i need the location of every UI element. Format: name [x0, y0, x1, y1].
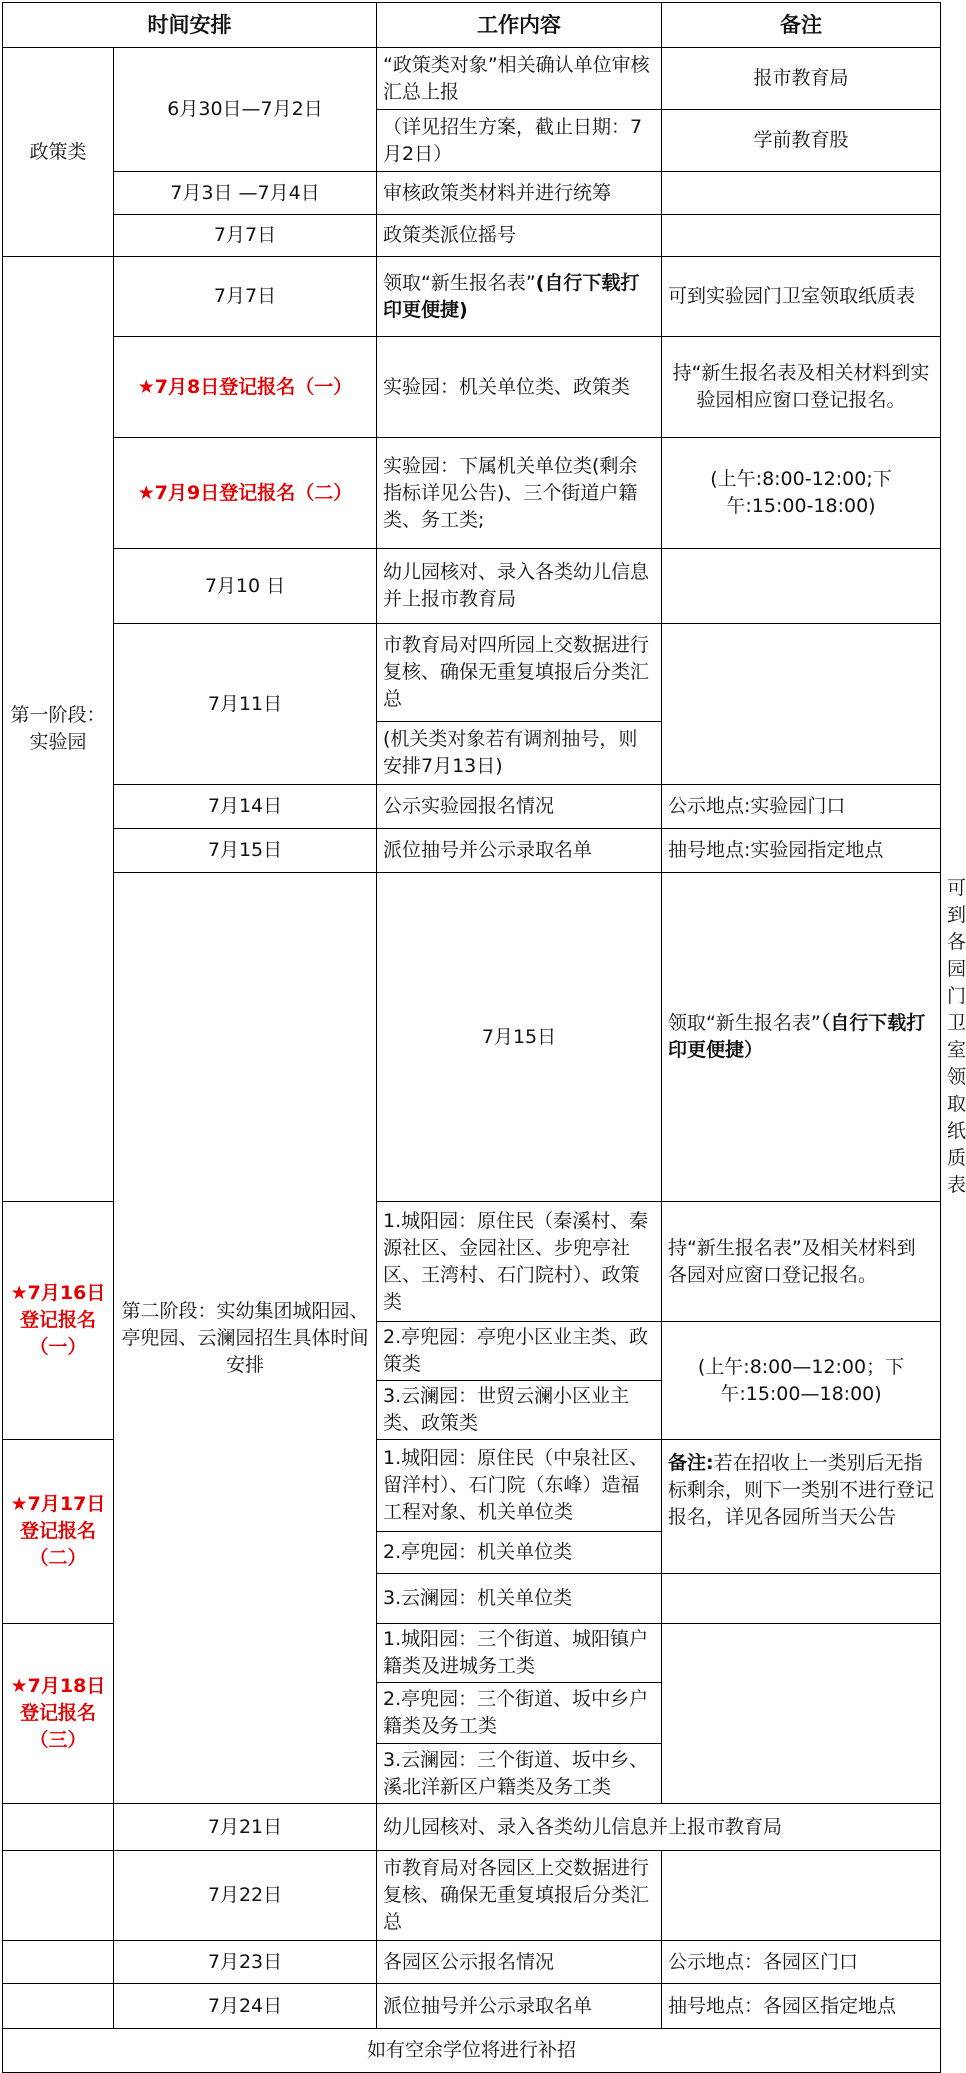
table-row [3, 829, 941, 873]
note-cell: 公示地点：各园区门口 [662, 1941, 941, 1984]
content-cell: （详见招生方案，截止日期：7月2日） [377, 110, 662, 172]
content-cell: 派位抽号并公示录取名单 [377, 829, 662, 873]
stage-cell [3, 1984, 114, 2029]
content-cell: 派位抽号并公示录取名单 [377, 1984, 662, 2029]
schedule-table [2, 2, 966, 2073]
note-cell: 可到实验园门卫室领取纸质表 [662, 257, 941, 337]
table-row [3, 785, 941, 829]
content-cell: 1.城阳园：三个街道、城阳镇户籍类及进城务工类 [377, 1624, 662, 1683]
note-cell: 持“新生报名表”及相关材料到各园对应窗口登记报名。 [662, 1202, 941, 1322]
date-cell: 7月14日 [114, 785, 377, 829]
note-cell: 报市教育局 [662, 48, 941, 110]
content-cell [662, 873, 941, 1202]
table-row [3, 438, 941, 549]
content-bold: (自行下载打印更便捷) [383, 271, 640, 321]
note-cell [662, 549, 941, 624]
date-cell: ★7月9日登记报名（二） [114, 438, 377, 549]
content-cell: 1.城阳园：原住民（中泉社区、留洋村）、石门院（东峰）造福工程对象、机关单位类 [377, 1440, 662, 1532]
table-row [3, 1851, 941, 1941]
date-cell: ★7月16日登记报名 （一） [3, 1202, 114, 1440]
table-row [3, 172, 941, 215]
stage-cell [3, 1851, 114, 1941]
content-cell: 3.云澜园：三个街道、坂中乡、溪北洋新区户籍类及务工类 [377, 1744, 662, 1804]
content-cell: 各园区公示报名情况 [377, 1941, 662, 1984]
content-cell: 实验园：机关单位类、政策类 [377, 337, 662, 438]
content-cell: 幼儿园核对、录入各类幼儿信息并上报市教育局 [377, 1804, 941, 1851]
stage-two: 第二阶段：实幼集团城阳园、亭兜园、云澜园招生具体时间安排 [114, 873, 377, 1804]
table-row [3, 549, 941, 624]
date-cell: 7月10 日 [114, 549, 377, 624]
content-plain: 领取“新生报名表” [668, 1012, 821, 1034]
note-cell [662, 1574, 941, 1624]
table-row [3, 337, 941, 438]
table-row [3, 48, 941, 110]
note-cell [662, 1851, 941, 1941]
table-row [3, 215, 941, 257]
stage-one: 第一阶段：实验园 [3, 257, 114, 1202]
date-cell: 7月15日 [114, 829, 377, 873]
table-row [3, 2029, 941, 2073]
table-row [3, 1941, 941, 1984]
note-cell [662, 624, 941, 785]
content-cell: 1.城阳园：原住民（秦溪村、秦源社区、金园社区、步兜亭社区、王湾村、石门院村）、政策类 [377, 1202, 662, 1322]
date-cell: 7月11日 [114, 624, 377, 785]
header-content: 工作内容 [377, 3, 662, 48]
content-cell: 政策类派位摇号 [377, 215, 662, 257]
header-row [3, 3, 941, 48]
note-cell: 学前教育股 [662, 110, 941, 172]
note-cell: (上午:8:00—12:00；下午:15:00—18:00) [662, 1322, 941, 1440]
content-cell: 实验园：下属机关单位类(剩余指标详见公告)、三个街道户籍类、务工类; [377, 438, 662, 549]
content-cell: 幼儿园核对、录入各类幼儿信息并上报市教育局 [377, 549, 662, 624]
stage-cell [3, 1804, 114, 1851]
date-cell: 7月24日 [114, 1984, 377, 2029]
table-row: 第二阶段：实幼集团城阳园、亭兜园、云澜园招生具体时间安排 7月15日 领取“新生报名表”（自行下载打印更便捷） 可到各园门卫室领取纸质表 [3, 873, 941, 1202]
note-cell [662, 172, 941, 215]
note-label: 备注: [668, 1452, 714, 1474]
content-cell: 市教育局对各园区上交数据进行复核、确保无重复填报后分类汇总 [377, 1851, 662, 1941]
footer-note: 如有空余学位将进行补招 [3, 2029, 941, 2073]
content-cell: 公示实验园报名情况 [377, 785, 662, 829]
content-cell: 2.亭兜园：亭兜小区业主类、政策类 [377, 1322, 662, 1381]
date-cell: ★7月8日登记报名（一） [114, 337, 377, 438]
date-cell: 7月22日 [114, 1851, 377, 1941]
date-cell: 7月15日 [377, 873, 662, 1202]
header-time: 时间安排 [3, 3, 377, 48]
date-cell: 7月23日 [114, 1941, 377, 1984]
date-cell: 7月3日 —7月4日 [114, 172, 377, 215]
note-cell: 抽号地点:实验园指定地点 [662, 829, 941, 873]
content-bold: （自行下载打印更便捷） [668, 1012, 926, 1061]
date-cell: ★7月18日登记报名（三） [3, 1624, 114, 1804]
stage-policy: 政策类 [3, 48, 114, 257]
date-cell: 7月7日 [114, 257, 377, 337]
date-cell: 7月21日 [114, 1804, 377, 1851]
content-cell: 市教育局对四所园上交数据进行复核、确保无重复填报后分类汇总 [377, 624, 662, 722]
note-cell: 公示地点:实验园门口 [662, 785, 941, 829]
note-cell: 持“新生报名表及相关材料到实验园相应窗口登记报名。 [662, 337, 941, 438]
note-cell [662, 1624, 941, 1804]
content-cell: “政策类对象”相关确认单位审核汇总上报 [377, 48, 662, 110]
table-row [3, 1804, 941, 1851]
table-row [3, 1984, 941, 2029]
content-cell: 3.云澜园：世贸云澜小区业主类、政策类 [377, 1381, 662, 1440]
table-row [3, 624, 941, 722]
content-cell: 2.亭兜园：三个街道、坂中乡户籍类及务工类 [377, 1683, 662, 1744]
header-note: 备注 [662, 3, 941, 48]
note-text: 若在招收上一类别后无指标剩余，则下一类别不进行登记报名，详见各园所当天公告 [668, 1452, 935, 1528]
content-cell: 2.亭兜园：机关单位类 [377, 1532, 662, 1574]
date-cell: 7月7日 [114, 215, 377, 257]
content-cell [377, 257, 662, 337]
content-cell: 审核政策类材料并进行统筹 [377, 172, 662, 215]
date-cell: ★7月17日登记报名 （二） [3, 1440, 114, 1624]
note-cell: (上午:8:00-12:00;下午:15:00-18:00) [662, 438, 941, 549]
note-cell: 抽号地点：各园区指定地点 [662, 1984, 941, 2029]
note-cell [662, 215, 941, 257]
content-cell: 3.云澜园：机关单位类 [377, 1574, 662, 1624]
table-row [3, 257, 941, 337]
date-cell: 6月30日—7月2日 [114, 48, 377, 172]
content-plain: 领取“新生报名表” [383, 271, 536, 294]
content-cell: (机关类对象若有调剂抽号，则安排7月13日) [377, 722, 662, 785]
stage-cell [3, 1941, 114, 1984]
note-cell [662, 1440, 941, 1574]
